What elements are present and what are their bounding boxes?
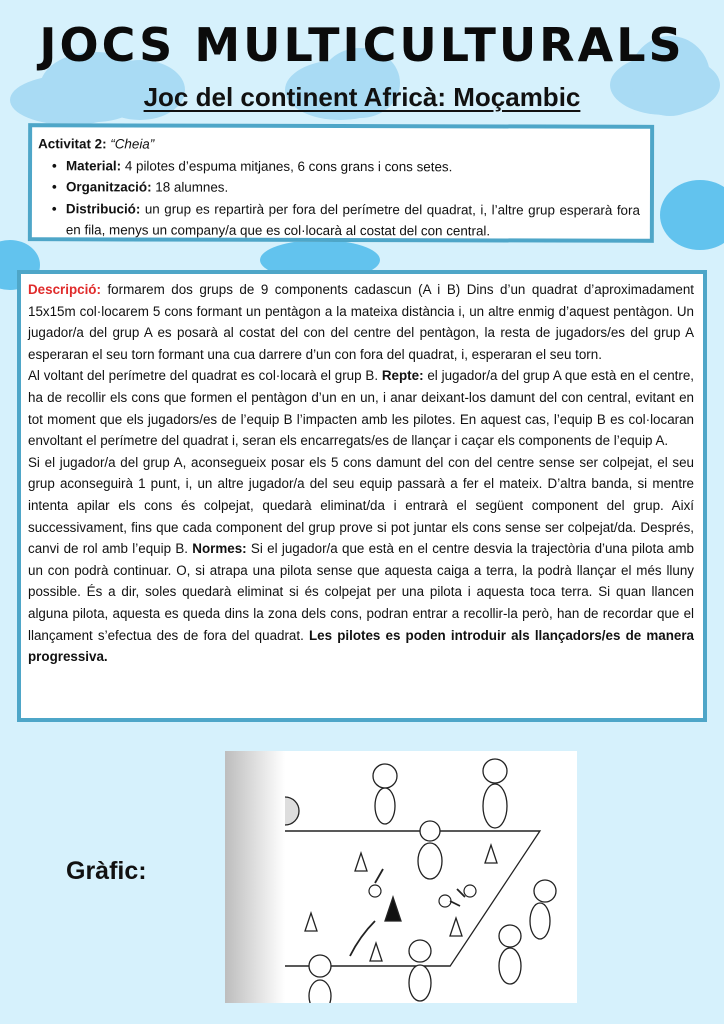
item-text: un grup es repartirà per fora del perímetre del quadrat, i, l’altre grup esperarà fora en fila, menys un company/a que es col·locarà al costat del con central. (65, 201, 640, 239)
description-text: Si el jugador/a del grup A, aconsegueix posar els 5 cons damunt del con del centre sense ser colpejat, el seu grup aconseguirà 1 punt, i, un altre jugador/a del seu equip passarà a fer el mateix. D’altra banda, si mentre intenta apilar els cons és colpejat, quedarà eliminat/da i entrarà el següent component del grup. Així successivament, fins que cada component del grup prove si pot juntar els cons sense ser colpejat/da. Després, canvi de rol amb l’equip B. (28, 454, 694, 557)
ball-icon (439, 895, 451, 907)
activity-heading (38, 133, 640, 156)
child-icon (409, 940, 431, 962)
list-item-distribucio (52, 198, 640, 243)
activity-box (28, 123, 654, 243)
page-subtitle: Joc del continent Africà: Moçambic (143, 82, 581, 112)
list-item-material (52, 155, 640, 178)
arrows (350, 869, 465, 956)
balls (369, 885, 476, 907)
arrow-icon (450, 901, 460, 906)
item-text: 18 alumnes. (151, 179, 229, 195)
cone-icon (450, 918, 462, 936)
description-text: Si el jugador/a que està en el centre desvia la trajectòria d’una pilota amb un con podrà continuar. O, si atrapa una pilota sense que aquesta caiga a terra, la podrà llançar el més lluny possible. És a dir, soles quedarà eliminat si és colpejat per una pilota i aquesta toca terra. Si quan llancen alguna pilota, aquesta es queda dins la zona dels cons, podran entrar a recollir-la però, han de recordar que el llançament s’efectua des de fora del quadrat. (28, 541, 695, 643)
description-label: Descripció: (28, 282, 101, 297)
child-icon (373, 764, 397, 788)
cloud-decoration (660, 180, 724, 250)
cone-icon (370, 943, 382, 961)
repte-label: Repte: (381, 368, 424, 384)
child-icon (534, 880, 556, 902)
ball-icon (369, 885, 381, 897)
item-label: Material: (66, 157, 122, 174)
normes-label: Normes: (192, 541, 247, 557)
cone-icon (485, 845, 497, 863)
list-item-organitzacio (52, 176, 640, 199)
item-label: Organització: (65, 179, 152, 195)
game-illustration (225, 751, 577, 1003)
child-icon (309, 955, 331, 977)
item-label: Distribució: (65, 201, 141, 217)
description-bold-note: Les pilotes es poden introduir als llançadors/es de manera progressiva. (28, 627, 694, 665)
child-icon (499, 925, 521, 947)
description-text: el jugador/a del grup A que està en el centre, ha de recollir els cons que formen el pentàgon d’un en un, i anar deixant-los damunt del con central, evitant en tot moment que els jugadors/es de l’equip B l’impacten amb les pilotes. En aquest cas, l’equip B es col·locaran envoltant el perímetre del quadrat i, seran els encarregats/es de llançar i caçar els components de l’equip A. (28, 368, 694, 449)
activity-details-list (52, 155, 640, 243)
central-cone-icon (385, 897, 401, 921)
child-icon (483, 759, 507, 783)
description-paragraph-1 (28, 279, 694, 365)
description-paragraph-2 (28, 365, 694, 451)
image-fade-edge (225, 751, 285, 1003)
cone-icon (355, 853, 367, 871)
description-paragraph-3 (28, 452, 694, 668)
graphic-label: Gràfic: (66, 857, 147, 885)
child-icon (420, 821, 440, 841)
page-title: JOCS MULTICULTURALS (39, 18, 685, 72)
arrow-icon (375, 869, 383, 883)
cones (305, 845, 497, 961)
activity-name: “Cheia” (110, 136, 155, 152)
activity-label: Activitat 2: (38, 136, 107, 152)
description-box (17, 270, 707, 722)
description-text: Al voltant del perímetre del quadrat es col·locarà el grup B. (28, 368, 382, 384)
ball-icon (464, 885, 476, 897)
item-text: 4 pilotes d’espuma mitjanes, 6 cons grans i cons setes. (121, 158, 453, 174)
throw-trajectory (350, 921, 375, 956)
cone-icon (305, 913, 317, 931)
description-text: formarem dos grups de 9 components cadascun (A i B) Dins d’un quadrat d’aproximadament 15x15m col·locarem 5 cons formant un pentàgon a la mateixa distància i, un altre enmig d’aquest pentàgon. Un jugador/a del grup A es posarà al costat del con del centre del pentàgon, la resta de jugadors/es del grup A esperaran el seu torn formant una cua darrere d’un con fora del quadrat, i, esperaran el seu torn. (28, 282, 694, 362)
